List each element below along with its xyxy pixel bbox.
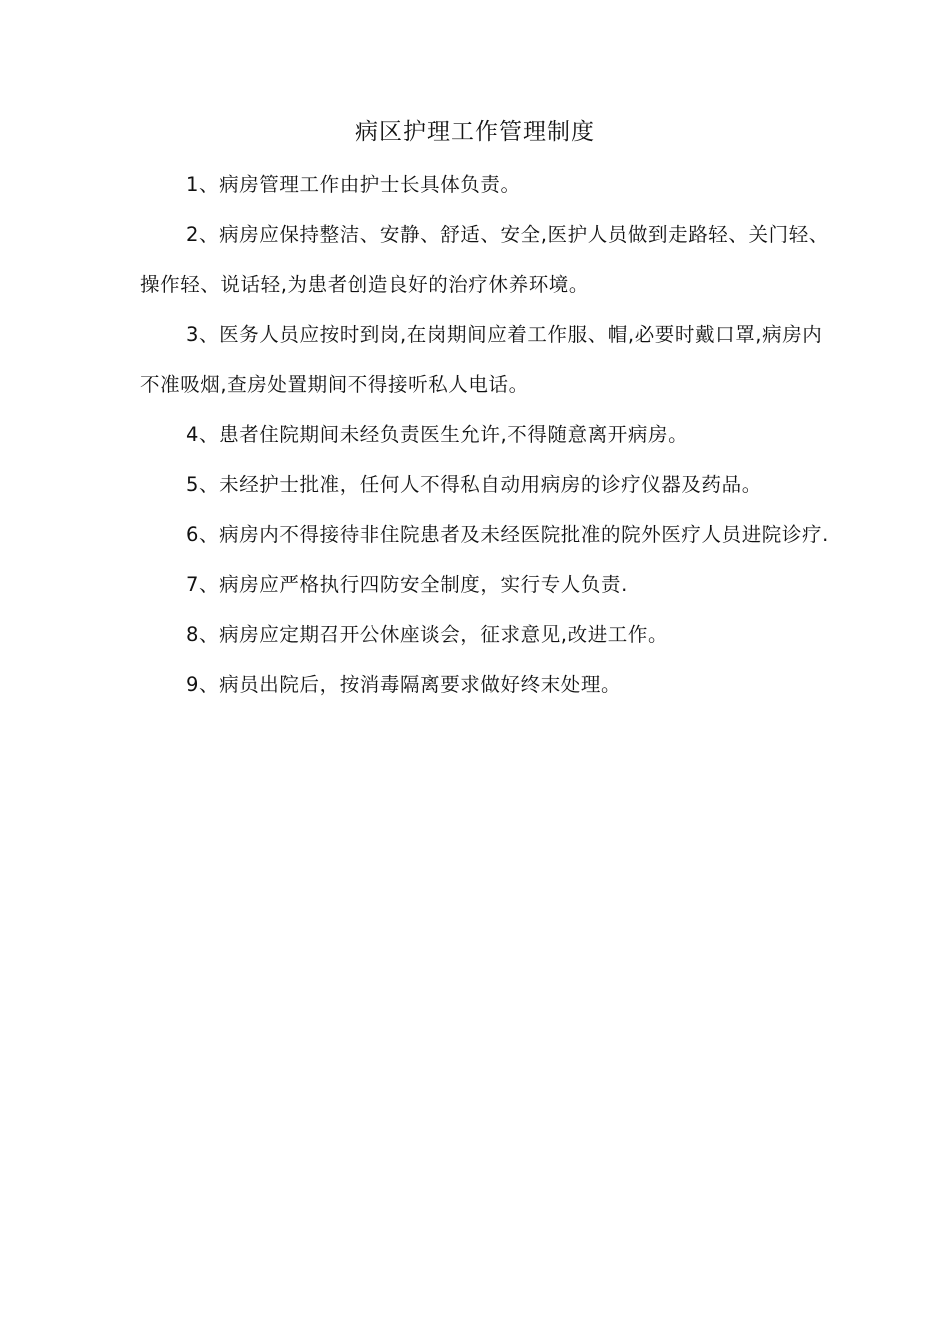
rule-item: 3、医务人员应按时到岗,在岗期间应着工作服、帽,必要时戴口罩,病房内不准吸烟,查房处置期间不得接听私人电话。 (140, 323, 823, 396)
rule-item: 1、病房管理工作由护士长具体负责。 (186, 173, 521, 196)
rule-item: 5、未经护士批准，任何人不得私自动用病房的诊疗仪器及药品。 (186, 473, 762, 496)
rules-list (140, 160, 830, 710)
rule-item: 4、患者住院期间未经负责医生允许,不得随意离开病房。 (186, 423, 689, 446)
rule-item: 7、病房应严格执行四防安全制度，实行专人负责. (186, 573, 628, 596)
document-title: 病区护理工作管理制度 (355, 119, 595, 145)
rule-item: 6、病房内不得接待非住院患者及未经医院批准的院外医疗人员进院诊疗. (186, 523, 829, 546)
rule-item: 9、病员出院后，按消毒隔离要求做好终末处理。 (186, 673, 622, 696)
rule-item: 2、病房应保持整洁、安静、舒适、安全,医护人员做到走路轻、关门轻、操作轻、说话轻,为患者创造良好的治疗休养环境。 (140, 223, 829, 296)
rule-item: 8、病房应定期召开公休座谈会，征求意见,改进工作。 (186, 623, 669, 646)
